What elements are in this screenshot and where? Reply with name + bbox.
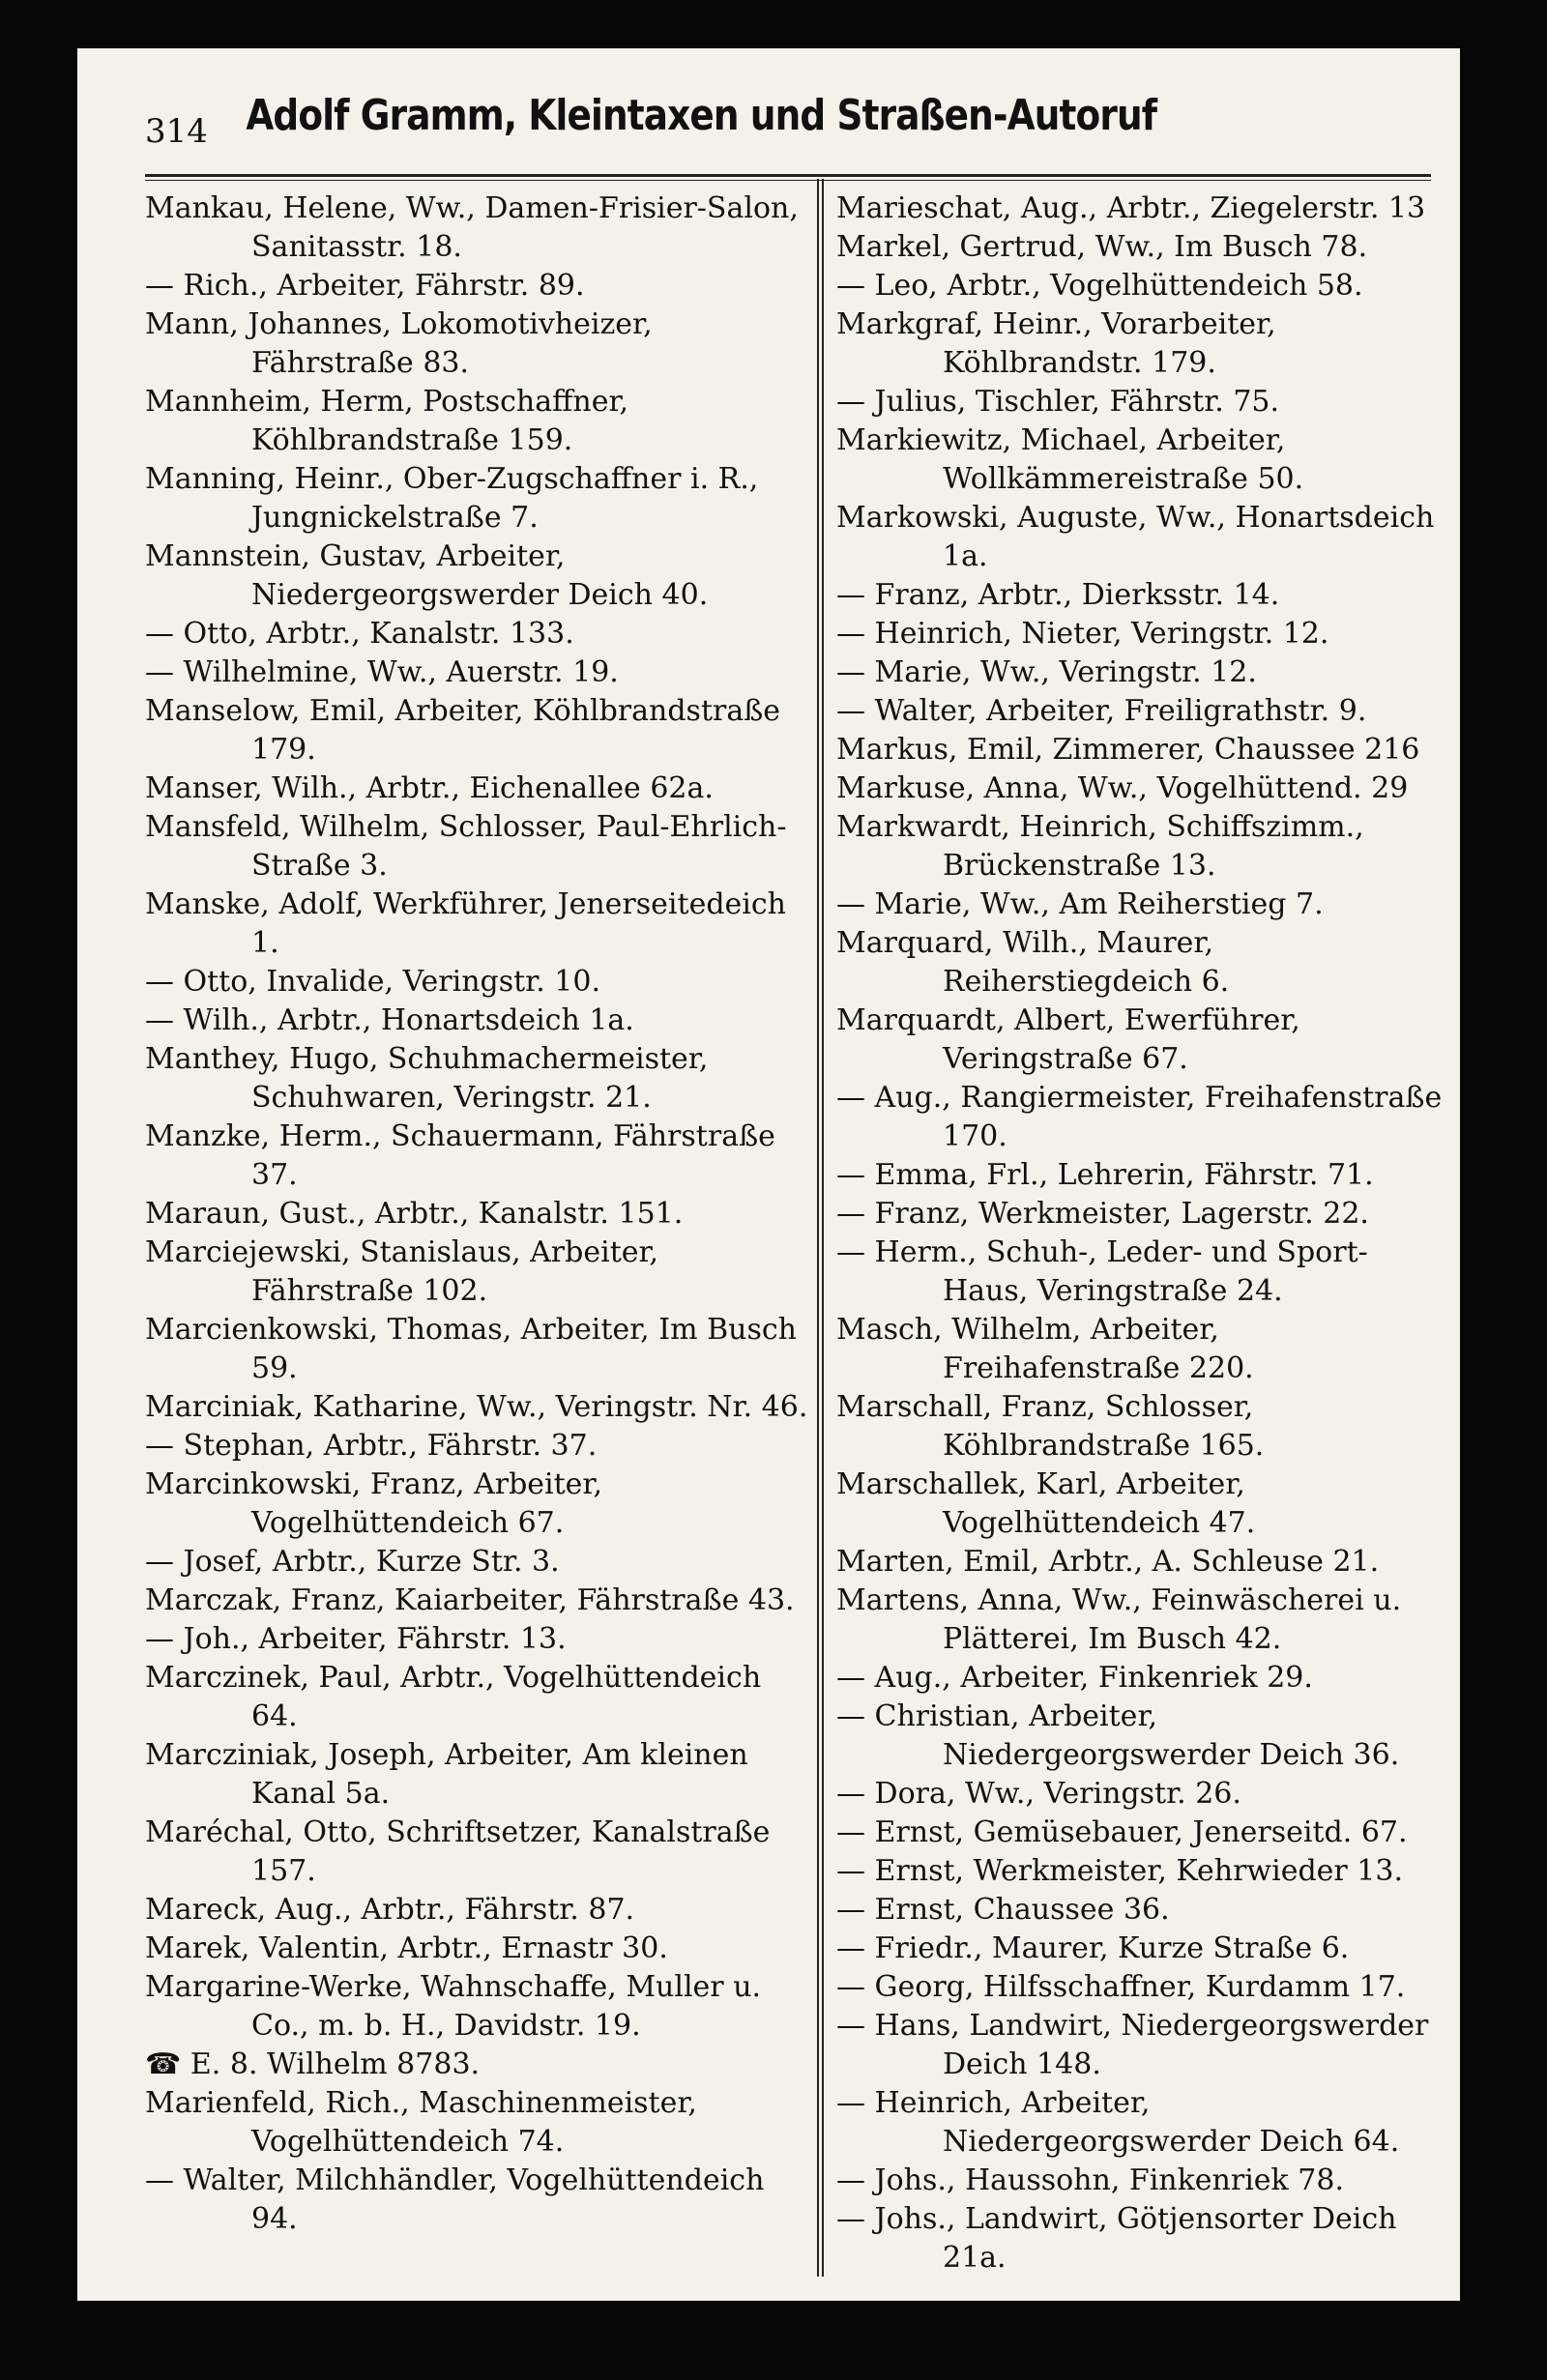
directory-entry: — Julius, Tischler, Fährstr. 75. — [836, 385, 1280, 419]
directory-entry: — Dora, Ww., Veringstr. 26. — [836, 1777, 1241, 1811]
directory-entry: — Wilh., Arbtr., Honartsdeich 1a. — [145, 1003, 634, 1037]
directory-entry: — Heinrich, Nieter, Veringstr. 12. — [836, 617, 1329, 651]
directory-entry: — Herm., Schuh-, Leder- und Sport-Haus, Veringstraße 24. — [836, 1235, 1368, 1308]
directory-entry: Marek, Valentin, Arbtr., Ernastr 30. — [145, 1931, 668, 1965]
directory-entry: Marcienkowski, Thomas, Arbeiter, Im Busch 59. — [145, 1313, 797, 1385]
directory-entry: — Aug., Arbeiter, Finkenriek 29. — [836, 1661, 1313, 1695]
directory-entry: Marciniak, Katharine, Ww., Veringstr. Nr. 46. — [145, 1390, 808, 1424]
directory-entry: — Marie, Ww., Am Reiherstieg 7. — [836, 887, 1324, 921]
directory-entry: Mannheim, Herm, Postschaffner, Köhlbrandstraße 159. — [145, 385, 629, 457]
directory-entry: — Hans, Landwirt, Niedergeorgswerder Deich 148. — [836, 2009, 1429, 2081]
directory-entry: — Johs., Landwirt, Götjensorter Deich 21a. — [836, 2202, 1397, 2275]
directory-entry: Manske, Adolf, Werkführer, Jenerseitedeich 1. — [145, 887, 787, 960]
directory-entry: Mankau, Helene, Ww., Damen-Frisier-Salon, Sanitasstr. 18. — [145, 191, 799, 264]
left-column — [145, 189, 812, 2239]
directory-entry: — Leo, Arbtr., Vogelhüttendeich 58. — [836, 269, 1363, 303]
directory-entry: ☎ E. 8. Wilhelm 8783. — [145, 2047, 481, 2081]
directory-entry: Manthey, Hugo, Schuhmachermeister, Schuhwaren, Veringstr. 21. — [145, 1042, 709, 1115]
directory-entry: — Walter, Arbeiter, Freiligrathstr. 9. — [836, 694, 1367, 728]
directory-entry: Manzke, Herm., Schauermann, Fährstraße 37. — [145, 1119, 775, 1192]
directory-entry: Markwardt, Heinrich, Schiffszimm., Brückenstraße 13. — [836, 810, 1364, 883]
directory-entry: Markgraf, Heinr., Vorarbeiter, Köhlbrandstr. 179. — [836, 307, 1276, 380]
directory-page — [77, 48, 1460, 2301]
directory-entry: Marcinkowski, Franz, Arbeiter, Vogelhüttendeich 67. — [145, 1467, 603, 1540]
directory-entry: — Josef, Arbtr., Kurze Str. 3. — [145, 1545, 560, 1579]
directory-entry: Marquard, Wilh., Maurer, Reiherstiegdeich 6. — [836, 926, 1230, 999]
directory-entry: — Walter, Milchhändler, Vogelhüttendeich 94. — [145, 2163, 765, 2236]
directory-entry: Marieschat, Aug., Arbtr., Ziegelerstr. 13 — [836, 191, 1426, 225]
directory-entry: Mannstein, Gustav, Arbeiter, Niedergeorgswerder Deich 40. — [145, 539, 709, 612]
directory-entry: Mansfeld, Wilhelm, Schlosser, Paul-Ehrlich-Straße 3. — [145, 810, 787, 883]
directory-entry: Manser, Wilh., Arbtr., Eichenallee 62a. — [145, 771, 714, 805]
directory-entry: — Wilhelmine, Ww., Auerstr. 19. — [145, 655, 619, 689]
directory-entry: Markowski, Auguste, Ww., Honartsdeich 1a. — [836, 501, 1435, 573]
page-header — [145, 77, 1431, 155]
directory-entry: — Ernst, Gemüsebauer, Jenerseitd. 67. — [836, 1815, 1408, 1849]
directory-entry: — Rich., Arbeiter, Fährstr. 89. — [145, 269, 585, 303]
directory-entry: Manning, Heinr., Ober-Zugschaffner i. R., Jungnickelstraße 7. — [145, 462, 759, 535]
directory-entry: Markiewitz, Michael, Arbeiter, Wollkämmereistraße 50. — [836, 423, 1304, 496]
directory-entry: — Aug., Rangiermeister, Freihafenstraße 170. — [836, 1081, 1443, 1153]
directory-entry: Martens, Anna, Ww., Feinwäscherei u. Plätterei, Im Busch 42. — [836, 1583, 1402, 1656]
directory-entry: Masch, Wilhelm, Arbeiter, Freihafenstraße 220. — [836, 1313, 1254, 1385]
directory-entry: — Otto, Arbtr., Kanalstr. 133. — [145, 617, 574, 651]
directory-entry: Marschall, Franz, Schlosser, Köhlbrandstraße 165. — [836, 1390, 1265, 1463]
page-number: 314 — [145, 112, 208, 151]
directory-entry: Marienfeld, Rich., Maschinenmeister, Vogelhüttendeich 74. — [145, 2086, 697, 2159]
directory-entry: Margarine-Werke, Wahnschaffe, Muller u. Co., m. b. H., Davidstr. 19. — [145, 1970, 762, 2043]
directory-entry: — Franz, Werkmeister, Lagerstr. 22. — [836, 1197, 1369, 1231]
directory-entry: Manselow, Emil, Arbeiter, Köhlbrandstraße 179. — [145, 694, 781, 767]
directory-entry: Mareck, Aug., Arbtr., Fährstr. 87. — [145, 1893, 635, 1927]
directory-entry: Maraun, Gust., Arbtr., Kanalstr. 151. — [145, 1197, 684, 1231]
directory-entry: — Georg, Hilfsschaffner, Kurdamm 17. — [836, 1970, 1406, 2004]
directory-entry: — Heinrich, Arbeiter, Niedergeorgswerder Deich 64. — [836, 2086, 1400, 2159]
directory-entry: Marczinek, Paul, Arbtr., Vogelhüttendeich 64. — [145, 1661, 762, 1733]
directory-entry: Marquardt, Albert, Ewerführer, Veringstraße 67. — [836, 1003, 1300, 1076]
directory-entry: — Joh., Arbeiter, Fährstr. 13. — [145, 1622, 567, 1656]
directory-entry: Marschallek, Karl, Arbeiter, Vogelhüttendeich 47. — [836, 1467, 1256, 1540]
directory-entry: Marczak, Franz, Kaiarbeiter, Fährstraße 43. — [145, 1583, 795, 1617]
directory-entry: Marcziniak, Joseph, Arbeiter, Am kleinen Kanal 5a. — [145, 1738, 748, 1811]
directory-entry: — Emma, Frl., Lehrerin, Fährstr. 71. — [836, 1158, 1374, 1192]
running-title: Adolf Gramm, Kleintaxen und Straßen-Autoruf — [246, 91, 1157, 140]
directory-entry: — Friedr., Maurer, Kurze Straße 6. — [836, 1931, 1350, 1965]
header-rule — [145, 174, 1431, 181]
directory-entry: — Otto, Invalide, Veringstr. 10. — [145, 965, 601, 999]
directory-entry: Marciejewski, Stanislaus, Arbeiter, Fährstraße 102. — [145, 1235, 659, 1308]
directory-entry: — Ernst, Werkmeister, Kehrwieder 13. — [836, 1854, 1403, 1888]
directory-entry: — Marie, Ww., Veringstr. 12. — [836, 655, 1257, 689]
directory-entry: Markus, Emil, Zimmerer, Chaussee 216 — [836, 733, 1420, 767]
directory-entry: Maréchal, Otto, Schriftsetzer, Kanalstraße 157. — [145, 1815, 771, 1888]
directory-entry: Marten, Emil, Arbtr., A. Schleuse 21. — [836, 1545, 1380, 1579]
directory-entry: — Ernst, Chaussee 36. — [836, 1893, 1170, 1927]
directory-entry: — Stephan, Arbtr., Fährstr. 37. — [145, 1429, 598, 1463]
directory-entry: Mann, Johannes, Lokomotivheizer, Fährstraße 83. — [145, 307, 653, 380]
directory-entry: — Johs., Haussohn, Finkenriek 78. — [836, 2163, 1344, 2197]
column-divider — [817, 179, 824, 2277]
directory-entry: Markel, Gertrud, Ww., Im Busch 78. — [836, 230, 1368, 264]
directory-entry: — Franz, Arbtr., Dierksstr. 14. — [836, 578, 1280, 612]
directory-entry: — Christian, Arbeiter, Niedergeorgswerder Deich 36. — [836, 1699, 1400, 1772]
directory-entry: Markuse, Anna, Ww., Vogelhüttend. 29 — [836, 771, 1409, 805]
right-column — [836, 189, 1445, 2278]
